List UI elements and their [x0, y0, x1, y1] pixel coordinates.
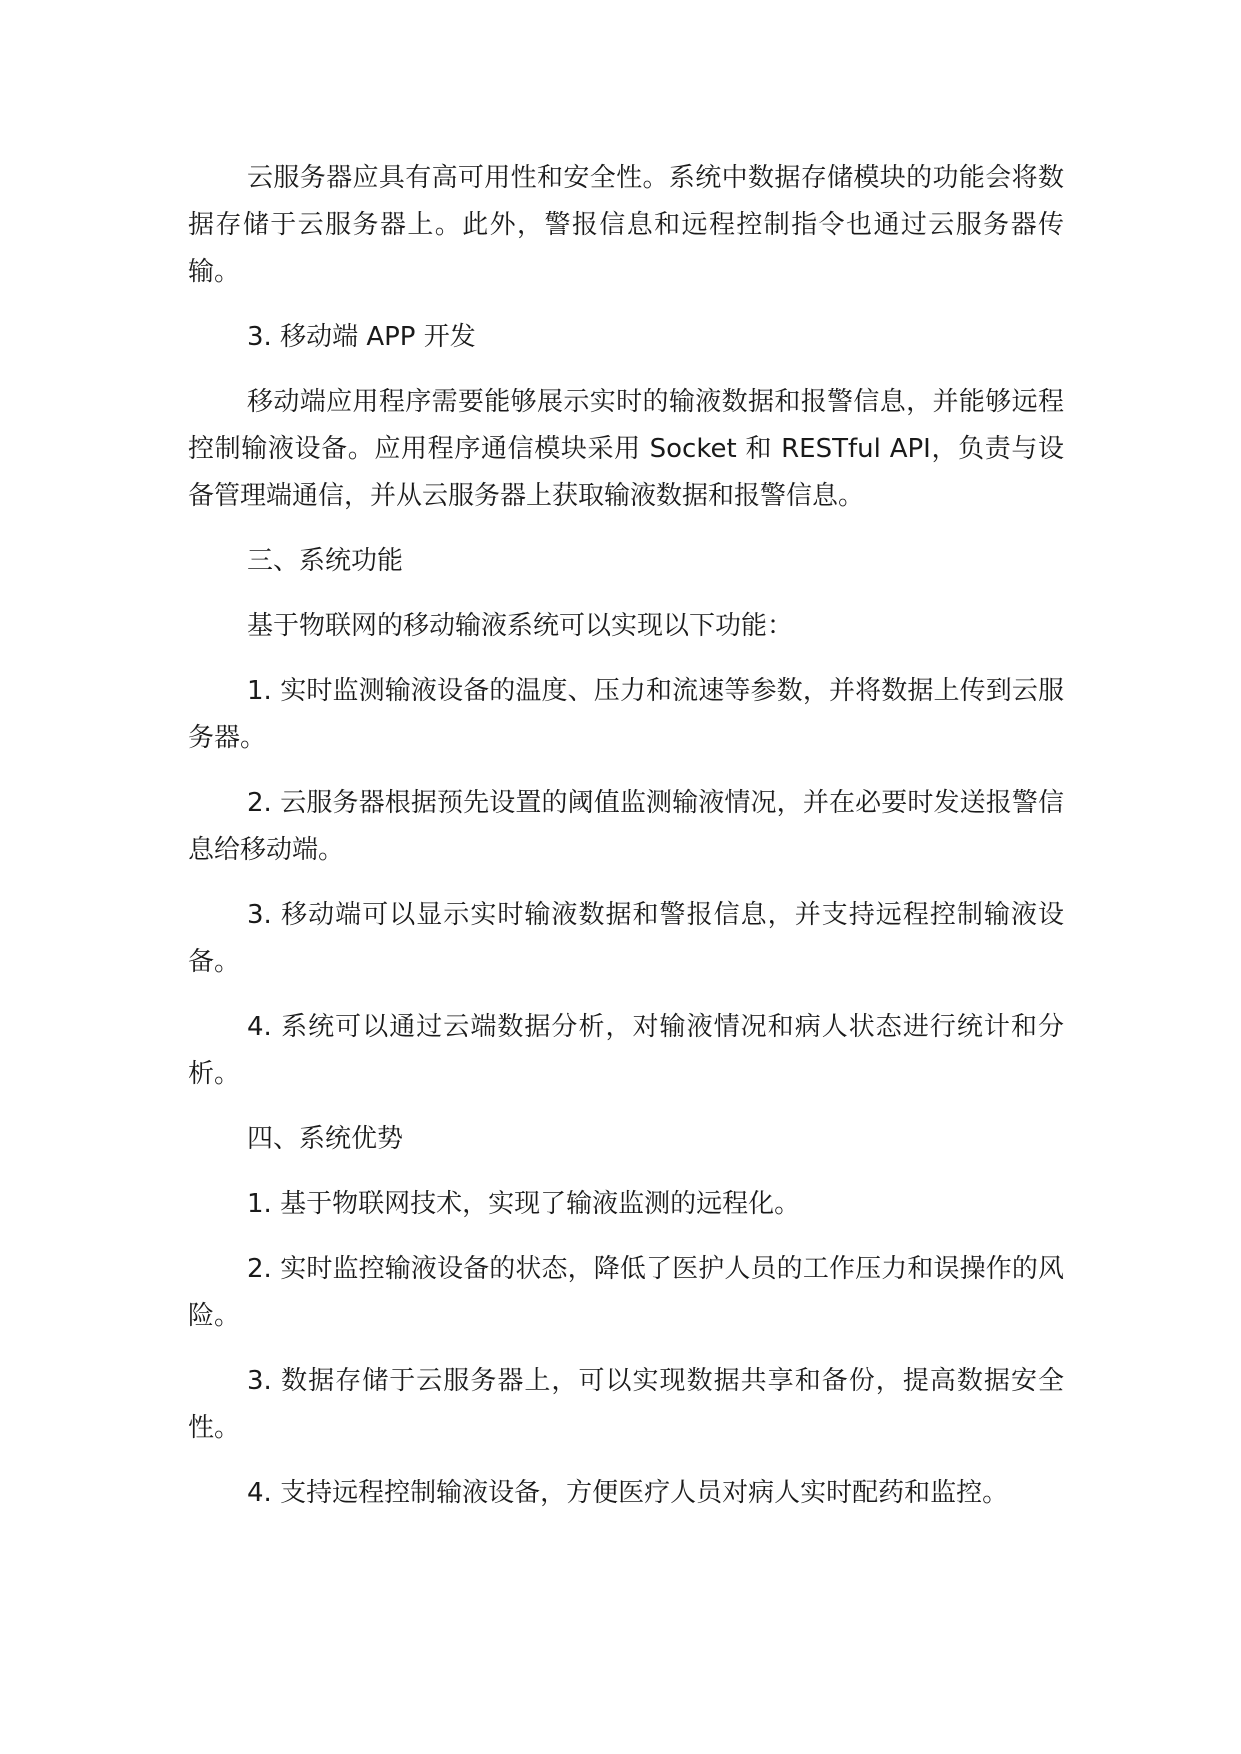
paragraph-functions-intro: 基于物联网的移动输液系统可以实现以下功能： — [247, 611, 794, 641]
function-item-3: 3. 移动端可以显示实时输液数据和警报信息，并支持远程控制输液设备。 — [188, 900, 1064, 977]
function-item-4: 4. 系统可以通过云端数据分析，对输液情况和病人状态进行统计和分析。 — [188, 1012, 1064, 1089]
advantage-item-1: 1. 基于物联网技术，实现了输液监测的远程化。 — [247, 1189, 801, 1219]
heading-system-advantages: 四、系统优势 — [247, 1124, 404, 1154]
heading-system-functions: 三、系统功能 — [247, 546, 404, 576]
paragraph-cloud-server: 云服务器应具有高可用性和安全性。系统中数据存储模块的功能会将数据存储于云服务器上。此外，警报信息和远程控制指令也通过云服务器传输。 — [188, 163, 1064, 287]
heading-mobile-app: 3. 移动端 APP 开发 — [247, 322, 476, 352]
advantage-item-2: 2. 实时监控输液设备的状态，降低了医护人员的工作压力和误操作的风险。 — [188, 1254, 1064, 1331]
paragraph-mobile-app: 移动端应用程序需要能够展示实时的输液数据和报警信息，并能够远程控制输液设备。应用程序通信模块采用 Socket 和 RESTful API，负责与设备管理端通信，并从云服务器上获取输液数据和报警信息。 — [188, 387, 1064, 511]
function-item-1: 1. 实时监测输液设备的温度、压力和流速等参数，并将数据上传到云服务器。 — [188, 676, 1064, 753]
advantage-item-4: 4. 支持远程控制输液设备，方便医疗人员对病人实时配药和监控。 — [247, 1478, 1009, 1508]
function-item-2: 2. 云服务器根据预先设置的阈值监测输液情况，并在必要时发送报警信息给移动端。 — [188, 788, 1064, 865]
advantage-item-3: 3. 数据存储于云服务器上，可以实现数据共享和备份，提高数据安全性。 — [188, 1366, 1064, 1443]
document-body — [188, 155, 1064, 1535]
